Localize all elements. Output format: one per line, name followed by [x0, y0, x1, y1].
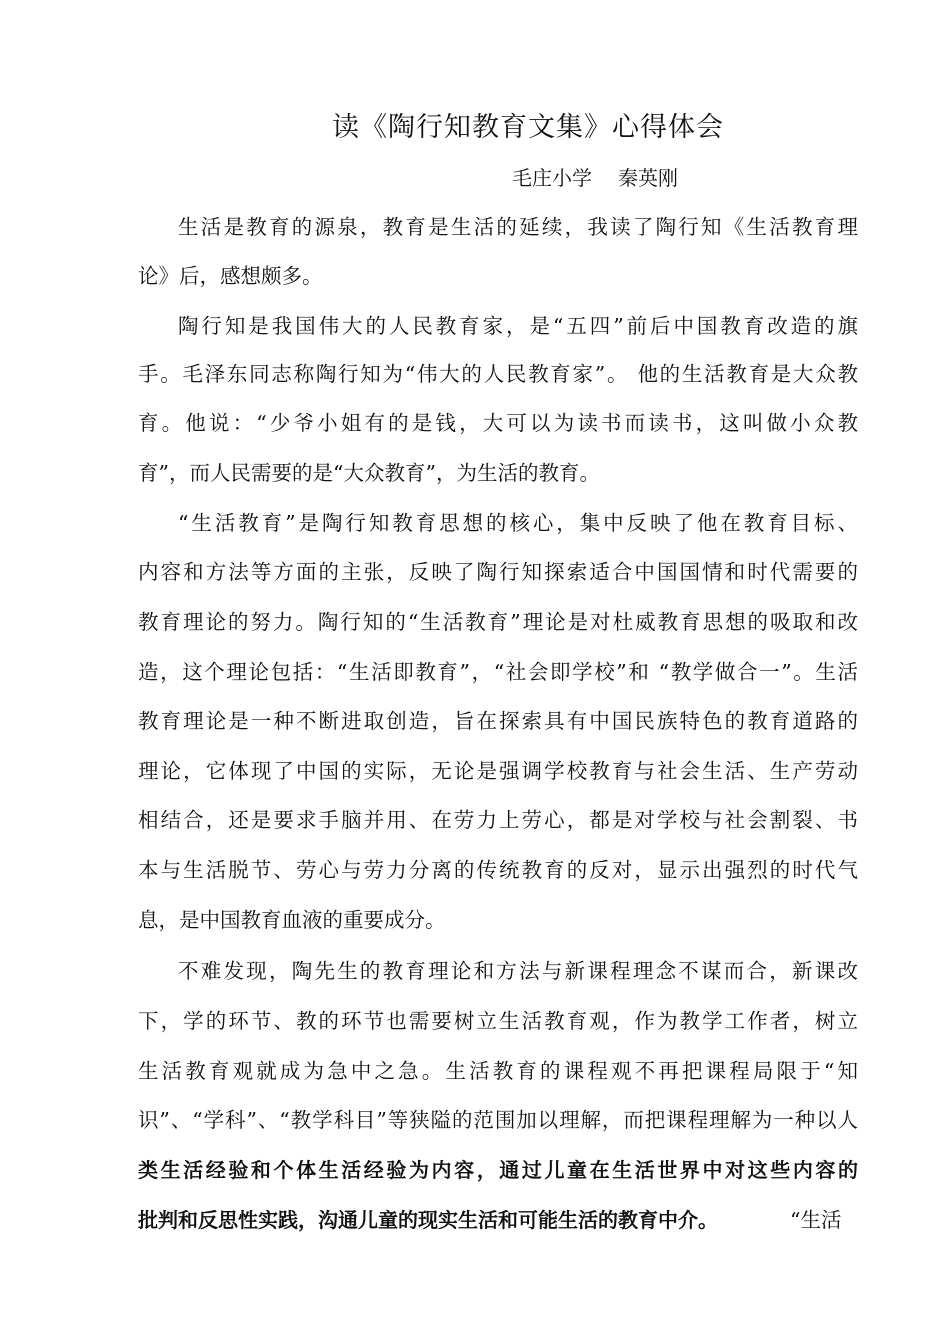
body-line: 教育理论的努力。陶行知的“生活教育”理论是对杜威教育思想的吸取和改: [138, 610, 858, 634]
body-line: 批判和反思性实践，沟通儿童的现实生活和可能生活的教育中介。: [138, 1208, 718, 1232]
body-line: 生活是教育的源泉，教育是生活的延续，我读了陶行知《生活教育理: [178, 215, 858, 239]
body-line: 相结合，还是要求手脑并用、在劳力上劳心，都是对学校与社会割裂、书: [138, 808, 858, 832]
body-line: 教育理论是一种不断进取创造，旨在探索具有中国民族特色的教育道路的: [138, 709, 858, 733]
body-line: 息，是中国教育血液的重要成分。: [138, 908, 446, 932]
body-line: 本与生活脱节、劳心与劳力分离的传统教育的反对，显示出强烈的时代气: [138, 858, 858, 882]
body-line: “生活: [790, 1208, 842, 1232]
body-line: “生活教育”是陶行知教育思想的核心，集中反映了他在教育目标、: [178, 511, 858, 535]
body-line: 下，学的环节、教的环节也需要树立生活教育观，作为教学工作者，树立: [138, 1009, 858, 1033]
body-line: 理论，它体现了中国的实际，无论是强调学校教育与社会生活、生产劳动: [138, 759, 858, 783]
body-line: 育”，而人民需要的是“大众教育”，为生活的教育。: [138, 461, 600, 485]
body-line: 不难发现，陶先生的教育理论和方法与新课程理念不谋而合，新课改: [178, 959, 858, 983]
body-line: 陶行知是我国伟大的人民教育家，是“五四”前后中国教育改造的旗: [178, 314, 858, 338]
author-name: 秦英刚: [618, 166, 678, 190]
author-school: 毛庄小学: [512, 166, 592, 190]
body-line: 育。他说：“少爷小姐有的是钱，大可以为读书而读书，这叫做小众教: [138, 411, 858, 435]
body-line: 识”、“学科”、“教学科目”等狭隘的范围加以理解，而把课程理解为一种以人: [138, 1108, 858, 1132]
body-line: 类生活经验和个体生活经验为内容，通过儿童在生活世界中对这些内容的: [138, 1158, 858, 1182]
body-line: 内容和方法等方面的主张，反映了陶行知探索适合中国国情和时代需要的: [138, 560, 858, 584]
author-byline: [512, 162, 678, 191]
body-line: 生活教育观就成为急中之急。生活教育的课程观不再把课程局限于“知: [138, 1059, 858, 1083]
body-line: 造，这个理论包括：“生活即教育”，“社会即学校”和 “教学做合一”。生活: [138, 660, 858, 684]
body-line: 论》后，感想颇多。: [138, 264, 323, 288]
body-line: 手。毛泽东同志称陶行知为“伟大的人民教育家”。 他的生活教育是大众教: [138, 362, 858, 386]
document-title: 读《陶行知教育文集》心得体会: [332, 112, 724, 143]
